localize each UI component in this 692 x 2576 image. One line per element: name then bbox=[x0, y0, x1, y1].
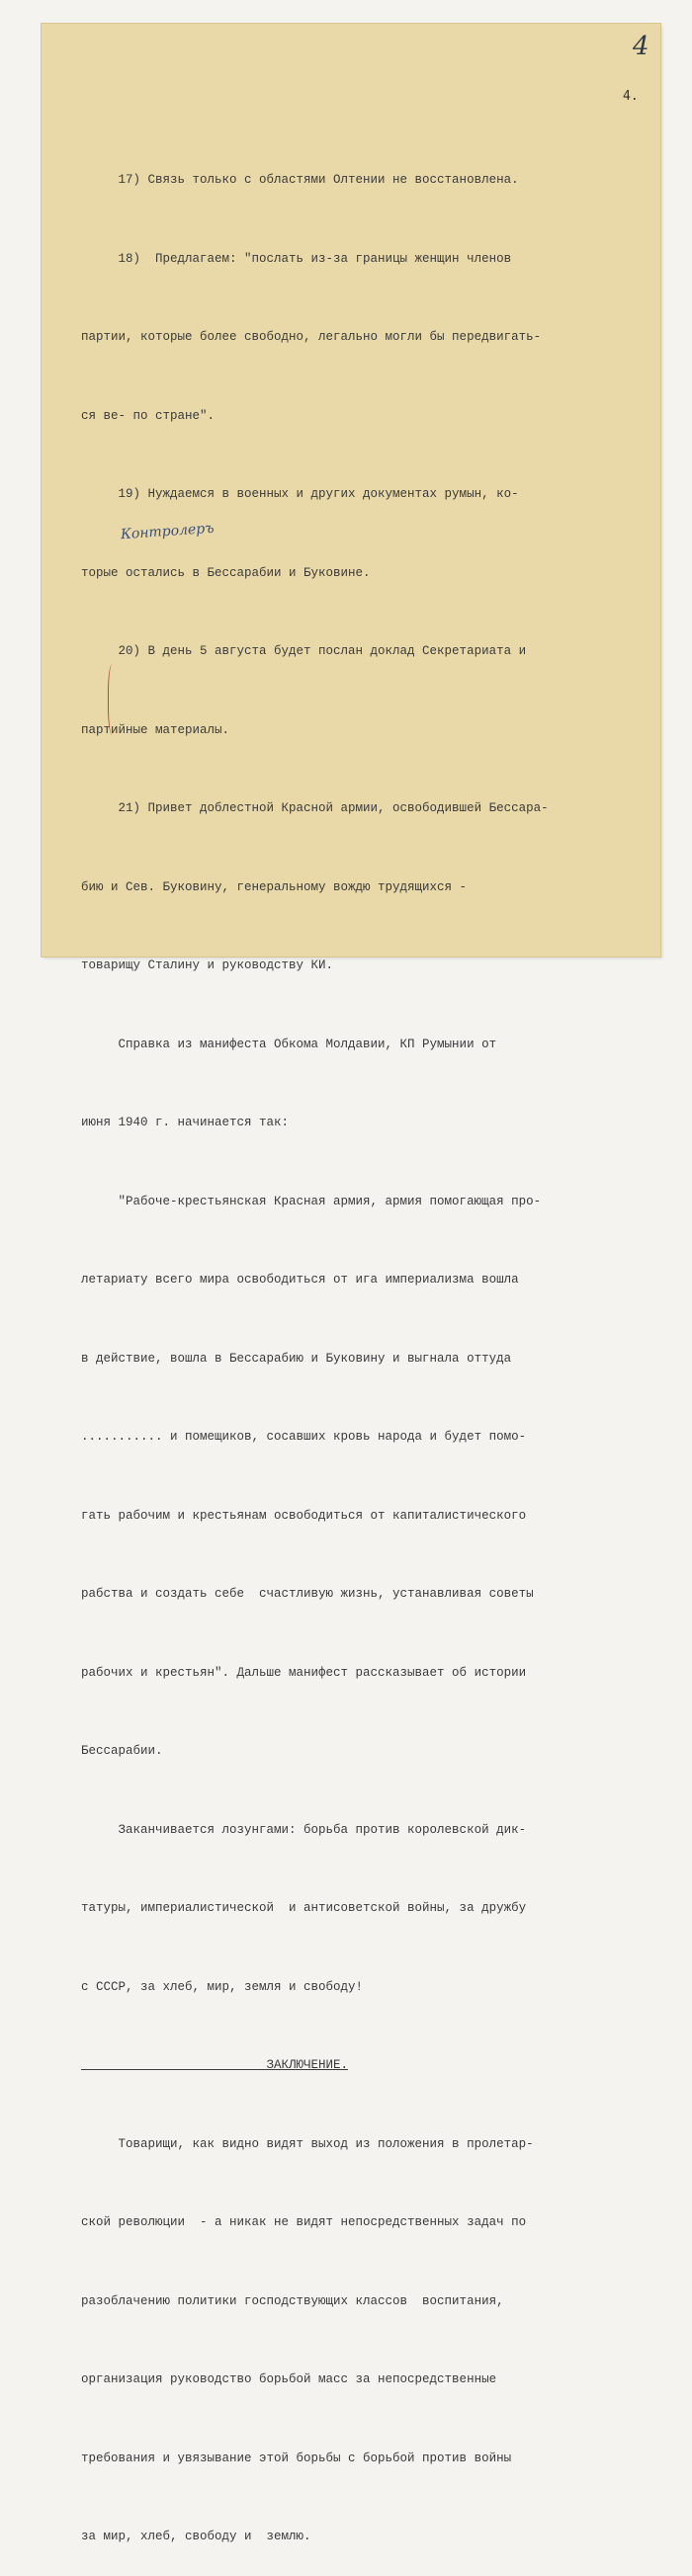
text-line: в действие, вошла в Бессарабию и Буковину и выгнала оттуда bbox=[81, 1351, 512, 1366]
text-line: 18) Предлагаем: "послать из-за границы женщин членов bbox=[81, 251, 512, 266]
text-line: ской революции - а никак не видят непосредственных задач по bbox=[81, 2215, 527, 2229]
text-line: товарищу Сталину и руководству КИ. bbox=[81, 958, 334, 972]
text-line: организация руководство борьбой масс за непосредственные bbox=[81, 2372, 497, 2386]
text-line: татуры, империалистической и антисоветской войны, за дружбу bbox=[81, 1901, 527, 1915]
page-number: 4. bbox=[623, 89, 639, 104]
text-line: ся ве- по стране". bbox=[81, 408, 216, 423]
typed-text bbox=[81, 115, 640, 2576]
text-line: партийные материалы. bbox=[81, 722, 230, 737]
red-margin-mark bbox=[108, 664, 119, 735]
text-line: за мир, хлеб, свободу и землю. bbox=[81, 2530, 311, 2543]
text-line: летариату всего мира освободиться от ига империализма вошла bbox=[81, 1273, 519, 1287]
section-heading: ЗАКЛЮЧЕНИЕ. bbox=[81, 2058, 349, 2072]
archive-page-number: 4 bbox=[633, 32, 649, 61]
text-line: июня 1940 г. начинается так: bbox=[81, 1116, 290, 1129]
text-line: с СССР, за хлеб, мир, земля и свободу! bbox=[81, 1979, 364, 1994]
text-line: Справка из манифеста Обкома Молдавии, КП Румынии от bbox=[81, 1037, 497, 1051]
text-line: партии, которые более свободно, легально могли бы передвигать- bbox=[81, 330, 542, 344]
text-line: ........... и помещиков, сосавших кровь народа и будет помо- bbox=[81, 1430, 527, 1444]
text-line: 21) Привет доблестной Красной армии, освободившей Бессара- bbox=[81, 801, 549, 815]
text-line: Заканчивается лозунгами: борьба против королевской дик- bbox=[81, 1822, 527, 1837]
text-line: Товарищи, как видно видят выход из положения в пролетар- bbox=[81, 2136, 534, 2151]
text-line: разоблачению политики господствующих классов воспитания, bbox=[81, 2293, 504, 2308]
text-line: торые остались в Бессарабии и Буковине. bbox=[81, 565, 371, 580]
text-line: Бессарабии. bbox=[81, 1744, 163, 1758]
text-line: 20) В день 5 августа будет послан доклад Секретариата и bbox=[81, 644, 527, 658]
text-line: рабства и создать себе счастливую жизнь, устанавливая советы bbox=[81, 1587, 534, 1601]
text-line: 19) Нуждаемся в военных и других документах румын, ко- bbox=[81, 487, 519, 501]
text-line: "Рабоче-крестьянская Красная армия, армия помогающая про- bbox=[81, 1194, 542, 1208]
handwritten-annotation: Контролеръ bbox=[120, 520, 216, 543]
text-line: 17) Связь только с областями Олтении не восстановлена. bbox=[81, 173, 519, 187]
text-line: гать рабочим и крестьянам освободиться от капиталистического bbox=[81, 1508, 527, 1523]
text-line: бию и Сев. Буковину, генеральному вождю трудящихся - bbox=[81, 879, 468, 894]
text-line: рабочих и крестьян". Дальше манифест рассказывает об истории bbox=[81, 1665, 527, 1680]
text-line: требования и увязывание этой борьбы с борьбой против войны bbox=[81, 2451, 512, 2465]
